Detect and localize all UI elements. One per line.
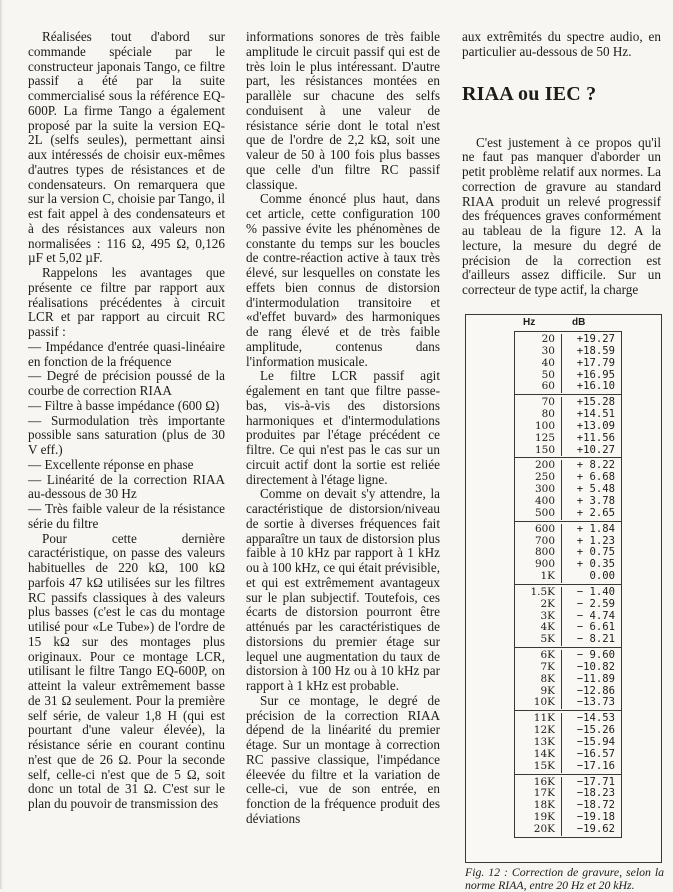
cell-frequency: 3K	[515, 611, 562, 623]
cell-gain-db: − 8.21	[576, 633, 615, 646]
header-db: dB	[572, 317, 586, 328]
list-item: — Excellente réponse en phase	[28, 456, 194, 472]
cell-gain-db: + 6.68	[576, 471, 615, 484]
paragraph: Pour cette dernière caractéristique, on passe des valeurs habituelles de 220 kΩ, 100 kΩ parfois 47 kΩ utilisées sur les filtres RC passifs classiques à des valeurs plus basses (c'est le cas du montage utilisé pour «Le Tube») de l'ordre de 15 kΩ sur des montages plus originaux. Pour ce montage LCR, utilisant le filtre Tango EQ-600P, on atteint la valeur extrêmement basse de 31 Ω seulement. Pour la première self série, de valeur 1,8 H (qui est pourtant d'une valeur élevée), la résistance série en courant continu n'est que de 26 Ω. Pour la seconde self, celle-ci n'est que de 5 Ω, soit donc un total de 31 Ω. C'est sur le plan du pouvoir de transmission des	[28, 530, 225, 811]
table-row	[515, 346, 621, 358]
table-group	[515, 585, 621, 648]
cell-frequency: 20	[515, 334, 562, 346]
cell-gain-db: −10.82	[576, 660, 615, 673]
section-heading: RIAA ou IEC ?	[462, 82, 597, 105]
cell-frequency: 200	[515, 460, 562, 472]
cell-gain-db: − 1.40	[576, 585, 615, 598]
cell-gain-db: −18.23	[576, 787, 615, 800]
text-column-1	[28, 30, 225, 812]
table-row	[515, 662, 621, 674]
cell-frequency: 125	[515, 433, 562, 445]
cell-gain-db: −17.16	[576, 759, 615, 772]
list-item: — Surmodulation très importante possible sans saturation (plus de 30 V eff.)	[28, 412, 225, 457]
cell-gain-db: − 6.61	[576, 621, 615, 634]
cell-gain-db: +11.56	[576, 431, 615, 444]
cell-gain-db: +16.10	[576, 380, 615, 393]
cell-frequency: 10K	[515, 697, 562, 709]
cell-gain-db: +17.79	[576, 356, 615, 369]
cell-gain-db: + 0.75	[576, 546, 615, 559]
cell-frequency: 250	[515, 472, 562, 484]
table-row	[515, 824, 621, 836]
cell-frequency: 14K	[515, 749, 562, 761]
table-group	[515, 711, 621, 774]
cell-frequency: 300	[515, 484, 562, 496]
cell-frequency: 16K	[515, 777, 562, 789]
list-item: — Impédance d'entrée quasi-linéaire en fonction de la fréquence	[28, 338, 225, 369]
cell-gain-db: +16.95	[576, 368, 615, 381]
paragraph: Rappelons les avantages que présente ce filtre par rapport aux réalisations précédentes à circuit LCR et par rapport au circuit RC passif :	[28, 265, 225, 339]
cell-frequency: 7K	[515, 662, 562, 674]
cell-frequency: 600	[515, 524, 562, 536]
cell-gain-db: + 8.22	[576, 459, 615, 472]
table-row	[515, 571, 621, 583]
column3-intro: aux extrêmités du spectre audio, en particulier au-dessous de 50 Hz.	[462, 29, 661, 59]
cell-frequency: 20K	[515, 824, 562, 836]
cell-frequency: 40	[515, 358, 562, 370]
table-row	[515, 587, 621, 599]
cell-gain-db: +13.09	[576, 419, 615, 432]
table-row	[515, 433, 621, 445]
paragraph: Le filtre LCR passif agit également en tant que filtre passe-bas, vis-à-vis des distorsions harmoniques et d'intermodulations produites par l'étage précédent ce filtre. Ce qui n'est pas le cas sur un circuit actif dont la sortie est reliée directement à l'étage ligne.	[246, 368, 440, 487]
cell-gain-db: +14.51	[576, 408, 615, 421]
cell-frequency: 60	[515, 381, 562, 393]
cell-frequency: 4K	[515, 622, 562, 634]
table-row	[515, 358, 621, 370]
cell-gain-db: −13.73	[576, 696, 615, 709]
table-row	[515, 761, 621, 773]
table-header	[466, 317, 661, 330]
cell-frequency: 70	[515, 397, 562, 409]
column3-paragraph: C'est justement à ce propos qu'il ne faut pas manquer d'aborder un petit problème relatif aux normes. La correction de gravure au standard RIAA produit un relevé progressif des fréquences graves conformément au tableau de la figure 12. A la lecture, la mesure du degré de précision de la correction est d'ailleurs assez difficile. Sur un correcteur de type actif, la charge	[462, 134, 661, 297]
table-group	[515, 332, 621, 395]
table-row	[515, 524, 621, 536]
cell-gain-db: + 2.65	[576, 506, 615, 519]
cell-frequency: 30	[515, 346, 562, 358]
table-row	[515, 674, 621, 686]
cell-gain-db: 0.00	[576, 570, 615, 583]
cell-gain-db: −12.86	[576, 684, 615, 697]
cell-frequency: 150	[515, 445, 562, 457]
table-row	[515, 508, 621, 520]
cell-frequency: 1K	[515, 571, 562, 583]
cell-frequency: 500	[515, 508, 562, 520]
cell-gain-db: + 5.48	[576, 483, 615, 496]
table-row	[515, 445, 621, 457]
cell-gain-db: − 2.59	[576, 597, 615, 610]
cell-frequency: 11K	[515, 713, 562, 725]
cell-gain-db: +15.28	[576, 396, 615, 409]
cell-frequency: 80	[515, 409, 562, 421]
table-group	[515, 458, 621, 521]
cell-frequency: 5K	[515, 634, 562, 646]
table-body	[514, 331, 622, 838]
cell-gain-db: + 0.35	[576, 558, 615, 571]
cell-gain-db: −19.62	[576, 822, 615, 835]
cell-gain-db: − 9.60	[576, 649, 615, 662]
cell-gain-db: + 3.78	[576, 494, 615, 507]
page-edge-shadow	[0, 0, 3, 889]
cell-gain-db: −15.94	[576, 736, 615, 748]
table-group	[515, 648, 621, 711]
cell-gain-db: −15.26	[576, 724, 615, 737]
cell-frequency: 1.5K	[515, 587, 562, 599]
header-hz: Hz	[523, 317, 536, 328]
table-row	[515, 421, 621, 433]
cell-frequency: 19K	[515, 812, 562, 824]
paragraph: Comme on devait s'y attendre, la caractéristique de distorsion/niveau de sortie à diverses fréquences fait apparaître un taux de distorsion plus faible à 10 kHz par rapport à 1 kHz ou à 100 kHz, ce qui était prévisible, et qui est extrêmement avantageux sur le plan subjectif. Toutefois, ces écarts de distorsion pourront être atténués par les caractéristiques de distorsions du premier étage sur lequel une augmentation du taux de distorsion à 100 Hz ou à 10 kHz par rapport à 1 kHz est probable.	[246, 486, 440, 693]
table-row	[515, 381, 621, 393]
cell-frequency: 12K	[515, 725, 562, 737]
table-row	[515, 599, 621, 611]
paragraph: Comme énoncé plus haut, dans cet article, cette configuration 100 % passive évite les phénomènes de constante du temps sur les boucles de contre-réaction active à taux très élevé, sur lesquelles on constate les effets bien connus de distorsion d'intermodulation transitoire et «d'effet buvard» des harmoniques de rang élevé et de très faible amplitude, contenus dans l'information musicale.	[246, 191, 440, 369]
cell-frequency: 17K	[515, 788, 562, 800]
riaa-table-figure	[465, 314, 662, 863]
cell-frequency: 13K	[515, 737, 562, 749]
cell-frequency: 2K	[515, 599, 562, 611]
cell-frequency: 18K	[515, 800, 562, 812]
figure-caption: Fig. 12 : Correction de gravure, selon la norme RIAA, entre 20 Hz et 20 kHz.	[465, 865, 664, 892]
table-group	[515, 395, 621, 458]
list-item: — Très faible valeur de la résistance série du filtre	[28, 501, 225, 531]
cell-frequency: 100	[515, 421, 562, 433]
list-item: — Filtre à basse impédance (600 Ω)	[28, 397, 220, 413]
text-column-2	[246, 30, 440, 827]
cell-gain-db: −14.53	[576, 712, 615, 725]
paragraph: Sur ce montage, le degré de précision de la correction RIAA dépend de la linéarité du premier étage. Sur un montage à correction RC passive classique, l'impédance éleevée du filtre et la variation de celle-ci, vue de son entrée, en fonction de la fréquence produit des déviations	[246, 692, 440, 826]
cell-frequency: 800	[515, 547, 562, 559]
cell-frequency: 50	[515, 370, 562, 382]
cell-gain-db: −16.57	[576, 747, 615, 760]
cell-frequency: 8K	[515, 674, 562, 686]
cell-gain-db: −17.71	[576, 775, 615, 788]
cell-frequency: 9K	[515, 686, 562, 698]
cell-frequency: 900	[515, 559, 562, 571]
cell-gain-db: +19.27	[576, 333, 615, 345]
cell-gain-db: +18.59	[576, 344, 615, 357]
text-column-3	[462, 30, 661, 298]
cell-gain-db: + 1.23	[576, 534, 615, 547]
list-item: — Linéarité de la correction RIAA au-dessous de 30 Hz	[28, 471, 225, 502]
cell-gain-db: −11.89	[576, 672, 615, 685]
cell-gain-db: +10.27	[576, 443, 615, 456]
cell-frequency: 6K	[515, 650, 562, 662]
paragraph: Réalisées tout d'abord sur commande spéciale par le constructeur japonais Tango, ce filtre passif a été par la suite commercialisé sous la référence EQ-600P. La firme Tango a également proposé par la suite la version EQ-2L (selfs seules), permettant ainsi aux intéressés de choisir eux-mêmes d'autres types de résistances et de condensateurs. On remarquera que sur la version C, choisie par Tango, il est fait appel à des condensateurs et à des résistances aux valeurs non normalisées : 116 Ω, 495 Ω, 0,126 µF et 5,02 µF.	[28, 29, 225, 266]
table-row	[515, 749, 621, 761]
cell-frequency: 700	[515, 536, 562, 548]
cell-gain-db: −18.72	[576, 799, 615, 812]
table-group	[515, 775, 621, 837]
cell-frequency: 400	[515, 496, 562, 508]
cell-gain-db: + 1.84	[576, 522, 615, 535]
table-row	[515, 634, 621, 646]
paragraph: informations sonores de très faible amplitude le circuit passif qui est de très loin le plus intéressant. D'autre part, les résistances montées en parallèle sur chacune des selfs conduisent à une valeur de résistance série dont le total n'est que de l'ordre de 2,2 kΩ, soit une valeur de 50 à 100 fois plus basses que celle d'un filtre RC passif classique.	[246, 29, 440, 192]
cell-gain-db: −19.18	[576, 811, 615, 824]
table-row	[515, 697, 621, 709]
cell-frequency: 15K	[515, 761, 562, 773]
table-group	[515, 522, 621, 585]
list-item: — Degré de précision poussé de la courbe de correction RIAA	[28, 368, 225, 398]
cell-gain-db: − 4.74	[576, 609, 615, 622]
